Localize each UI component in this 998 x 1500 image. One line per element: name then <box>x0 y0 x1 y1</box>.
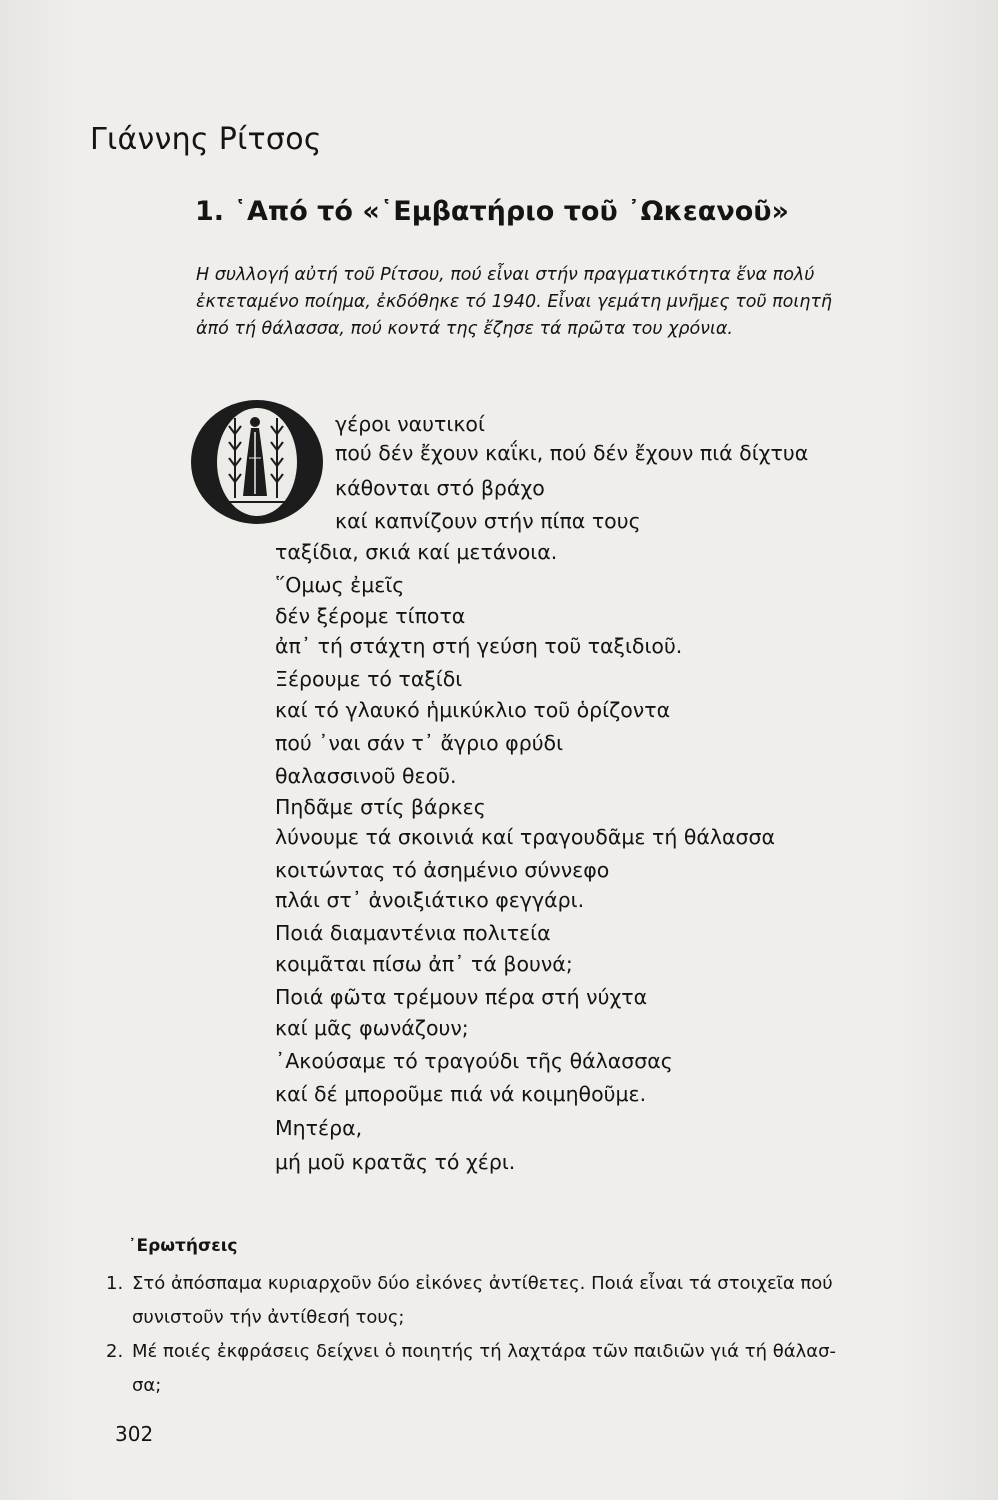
poem-title: 1. ῾Από τό «῾Εμβατήριο τοῦ ᾿Ωκεανοῦ» <box>195 196 789 227</box>
poem-line: Ποιά φῶτα τρέμουν πέρα στή νύχτα <box>275 985 648 1009</box>
bleed-through-decoration <box>600 110 609 143</box>
poem-line: θαλασσινοῦ θεοῦ. <box>275 764 457 788</box>
question-number: 1. <box>106 1273 124 1294</box>
intro-line: ἐκτεταμένο ποίημα, ἐκδόθηκε τό 1940. Εἶναι γεμάτη μνῆμες τοῦ ποιητῆ <box>196 292 833 312</box>
poem-line: ᾿Ακούσαμε τό τραγούδι τῆς θάλασσας <box>275 1049 673 1073</box>
poem-line: Μητέρα, <box>275 1116 363 1140</box>
poem-line: Πηδᾶμε στίς βάρκες <box>275 795 486 819</box>
intro-paragraph <box>196 262 856 343</box>
question-line: Μέ ποιές ἐκφράσεις δείχνει ὁ ποιητής τή λαχτάρα τῶν παιδιῶν γιά τή θάλασ- <box>132 1341 837 1362</box>
poem-line: κοιμᾶται πίσω ἀπ᾿ τά βουνά; <box>275 952 573 976</box>
question-line: Στό ἀπόσπαμα κυριαρχοῦν δύο εἰκόνες ἀντίθετες. Ποιά εἶναι τά στοιχεῖα πού <box>132 1273 833 1294</box>
poem-line: ἀπ᾿ τή στάχτη στή γεύση τοῦ ταξιδιοῦ. <box>275 634 683 658</box>
poem-line: καί μᾶς φωνάζουν; <box>275 1016 469 1040</box>
poem-line: ῞Ομως ἐμεῖς <box>275 573 405 597</box>
poem-line: λύνουμε τά σκοινιά καί τραγουδᾶμε τή θάλασσα <box>275 825 776 849</box>
poem-line: μή μοῦ κρατᾶς τό χέρι. <box>275 1150 516 1174</box>
poem-line: κοιτώντας τό ἀσημένιο σύννεφο <box>275 858 610 882</box>
poem-line: κάθονται στό βράχο <box>335 476 545 500</box>
poem-line: Ποιά διαμαντένια πολιτεία <box>275 921 551 945</box>
question-line: σα; <box>132 1375 162 1396</box>
page-number: 302 <box>115 1422 154 1446</box>
poem-line: πού δέν ἔχουν καΐκι, πού δέν ἔχουν πιά δίχτυα <box>335 441 809 465</box>
poem-line: καί καπνίζουν στήν πίπα τους <box>335 509 641 533</box>
intro-line: ἀπό τή θάλασσα, πού κοντά της ἔζησε τά πρῶτα του χρόνια. <box>196 319 733 339</box>
question-number: 2. <box>106 1341 124 1362</box>
poem-line: πλάι στ᾿ ἀνοιξιάτικο φεγγάρι. <box>275 888 585 912</box>
poem-line: καί τό γλαυκό ἡμικύκλιο τοῦ ὁρίζοντα <box>275 698 671 722</box>
decorative-initial-o-icon <box>185 398 325 528</box>
poem-line: Ξέρουμε τό ταξίδι <box>275 667 463 691</box>
question-line: συνιστοῦν τήν ἀντίθεσή τους; <box>132 1307 405 1328</box>
intro-line: Η συλλογή αὐτή τοῦ Ρίτσου, πού εἶναι στήν πραγματικότητα ἕνα πολύ <box>196 265 815 285</box>
poem-line: πού ᾿ναι σάν τ᾿ ἄγριο φρύδι <box>275 731 564 755</box>
poem-line: γέροι ναυτικοί <box>335 412 485 436</box>
poem-line: ταξίδια, σκιά καί μετάνοια. <box>275 540 558 564</box>
poem-line: δέν ξέρομε τίποτα <box>275 604 466 628</box>
author-name: Γιάννης Ρίτσος <box>90 122 322 157</box>
poem-line: καί δέ μποροῦμε πιά νά κοιμηθοῦμε. <box>275 1082 647 1106</box>
questions-heading: ᾿Ερωτήσεις <box>128 1236 238 1256</box>
